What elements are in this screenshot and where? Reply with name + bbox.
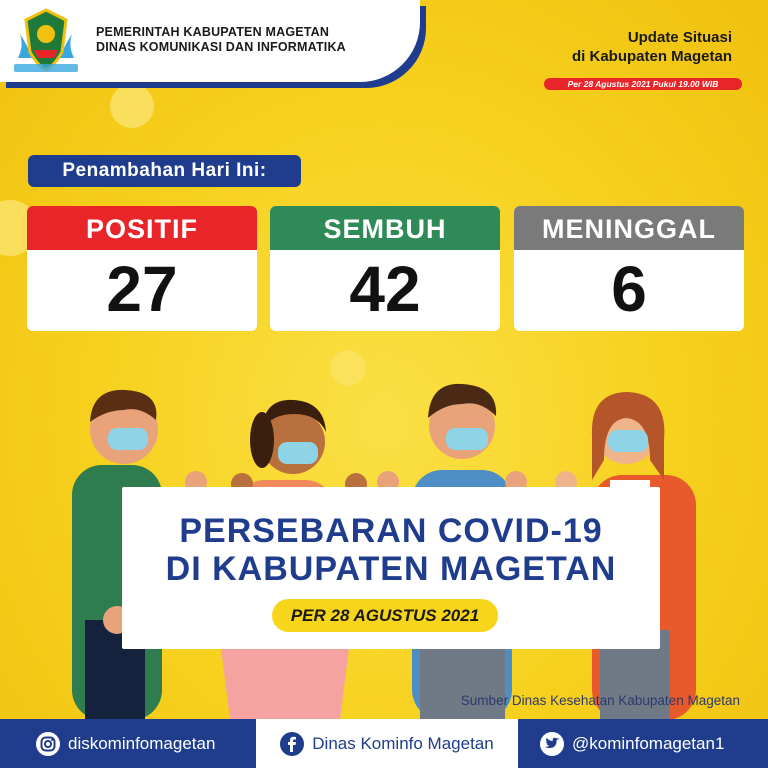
facebook-link[interactable] [256, 719, 518, 768]
facebook-page-name: Dinas Kominfo Magetan [312, 733, 494, 753]
update-title [572, 28, 732, 66]
twitter-icon [540, 732, 564, 756]
department-name: DINAS KOMUNIKASI DAN INFORMATIKA [96, 40, 346, 54]
stat-card-value: 42 [349, 253, 421, 325]
virus-decoration [110, 84, 154, 128]
banner-date-pill: PER 28 AGUSTUS 2021 [272, 599, 498, 632]
header-panel [0, 0, 420, 82]
instagram-link[interactable] [36, 719, 215, 768]
regency-emblem-icon [10, 6, 82, 76]
stat-card-label: SEMBUH [270, 206, 500, 250]
stat-card-value: 27 [106, 253, 178, 325]
instagram-icon [36, 732, 60, 756]
data-source-note: Sumber Dinas Kesehatan Kabupaten Magetan [460, 693, 740, 708]
stat-card-value: 6 [611, 253, 647, 325]
stat-card-positive [27, 206, 257, 331]
banner-title-line1: PERSEBARAN COVID-19 [179, 512, 603, 550]
stat-card-label: POSITIF [27, 206, 257, 250]
daily-addition-label: Penambahan Hari Ini: [28, 155, 301, 187]
twitter-handle: @kominfomagetan1 [572, 733, 725, 753]
banner-title-line2: DI KABUPATEN MAGETAN [165, 550, 617, 588]
stat-card-recovered [270, 206, 500, 331]
stat-card-label: MENINGGAL [514, 206, 744, 250]
government-name: PEMERINTAH KABUPATEN MAGETAN [96, 25, 330, 39]
facebook-icon [280, 732, 304, 756]
stat-card-deceased [514, 206, 744, 331]
update-title-line1: Update Situasi [627, 29, 732, 46]
twitter-link[interactable] [540, 719, 724, 768]
social-footer [0, 719, 768, 768]
update-date-badge: Per 28 Agustus 2021 Pukul 19.00 WIB [544, 78, 742, 90]
instagram-handle: diskominfomagetan [68, 733, 216, 753]
update-title-line2: di Kabupaten Magetan [571, 48, 732, 65]
